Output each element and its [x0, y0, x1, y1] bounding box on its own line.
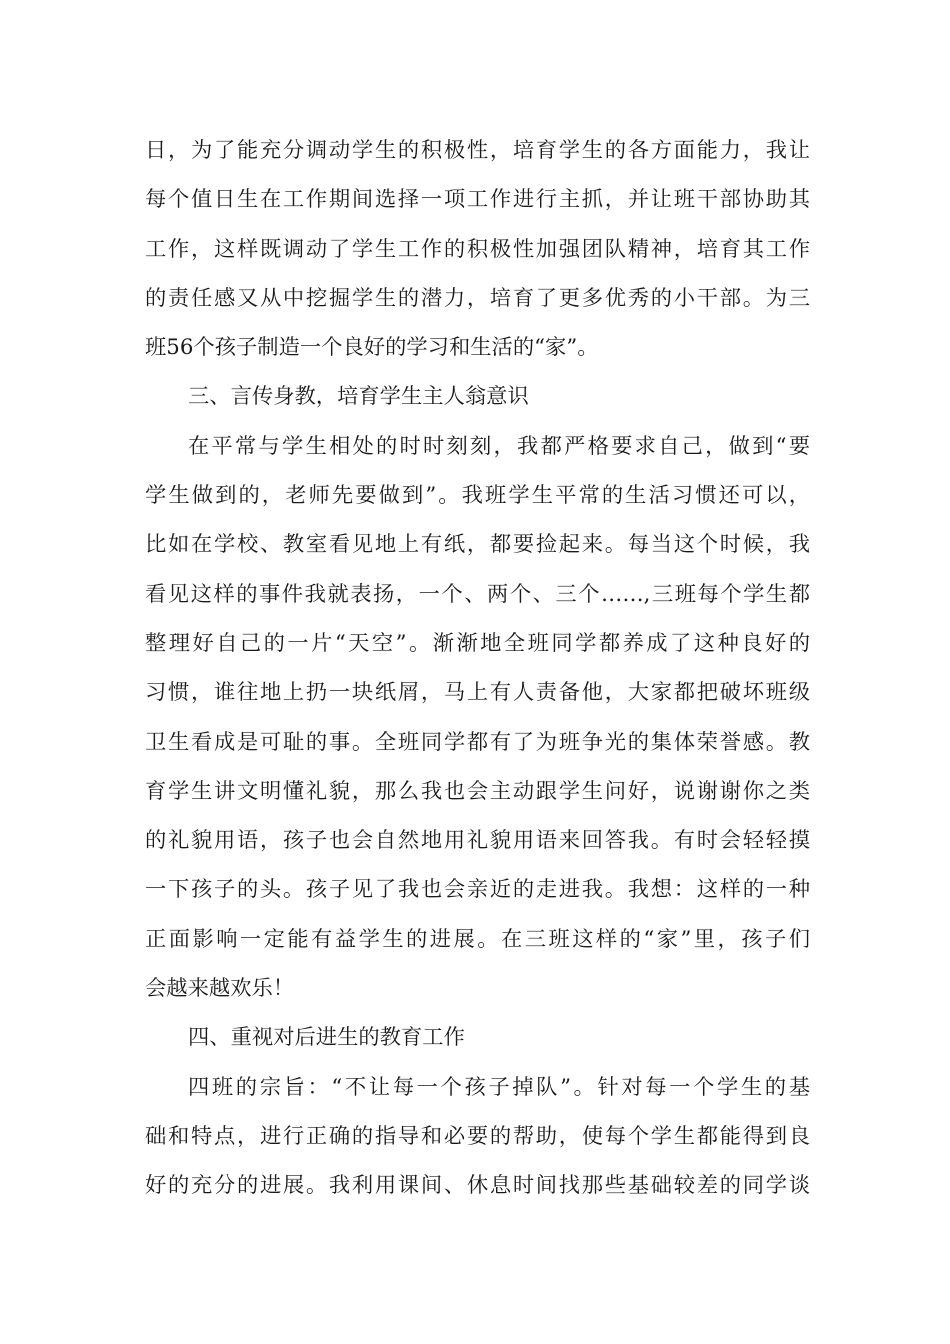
text-line: 习惯，谁往地上扔一块纸屑，马上有人责备他，大家都把破坏班级 — [145, 680, 810, 706]
text-line: 四班的宗旨：“不让每一个孩子掉队”。针对每一个学生的基 — [188, 1074, 810, 1100]
text-line: 工作，这样既调动了学生工作的积极性加强团队精神，培育其工作 — [145, 236, 810, 262]
text-line: 会越来越欢乐！ — [145, 976, 295, 1002]
text-line: 整理好自己的一片“天空”。渐渐地全班同学都养成了这种良好的 — [145, 630, 810, 656]
text-line: 础和特点，进行正确的指导和必要的帮助，使每个学生都能得到良 — [145, 1123, 810, 1149]
text-line: 一下孩子的头。孩子见了我也会亲近的走进我。我想：这样的一种 — [145, 877, 810, 903]
text-line: 卫生看成是可耻的事。全班同学都有了为班争光的集体荣誉感。教 — [145, 729, 810, 755]
text-line: 学生做到的，老师先要做到”。我班学生平常的生活习惯还可以， — [145, 483, 810, 509]
text-line: 在平常与学生相处的时时刻刻，我都严格要求自己，做到“要 — [188, 433, 810, 459]
section-heading: 四、重视对后进生的教育工作 — [188, 1025, 465, 1051]
text-line: 正面影响一定能有益学生的进展。在三班这样的“家”里，孩子们 — [145, 926, 810, 952]
document-body — [145, 126, 810, 1211]
text-line: 好的充分的进展。我利用课间、休息时间找那些基础较差的同学谈 — [145, 1173, 810, 1199]
text-line: 日，为了能充分调动学生的积极性，培育学生的各方面能力，我让 — [145, 138, 810, 163]
text-line: 比如在学校、教室看见地上有纸，都要捡起来。每当这个时候，我 — [145, 532, 810, 558]
text-line: 育学生讲文明懂礼貌，那么我也会主动跟学生问好，说谢谢你之类 — [145, 778, 810, 804]
text-line: 的责任感又从中挖掘学生的潜力，培育了更多优秀的小干部。为三 — [145, 285, 810, 311]
text-line: 看见这样的事件我就表扬，一个、两个、三个……,三班每个学生都 — [145, 581, 810, 607]
section-heading: 三、言传身教，培育学生主人翁意识 — [188, 384, 529, 410]
text-line: 班56个孩子制造一个良好的学习和生活的“家”。 — [145, 335, 599, 361]
text-line: 每个值日生在工作期间选择一项工作进行主抓，并让班干部协助其 — [145, 187, 810, 213]
text-line: 的礼貌用语，孩子也会自然地用礼貌用语来回答我。有时会轻轻摸 — [145, 828, 810, 854]
